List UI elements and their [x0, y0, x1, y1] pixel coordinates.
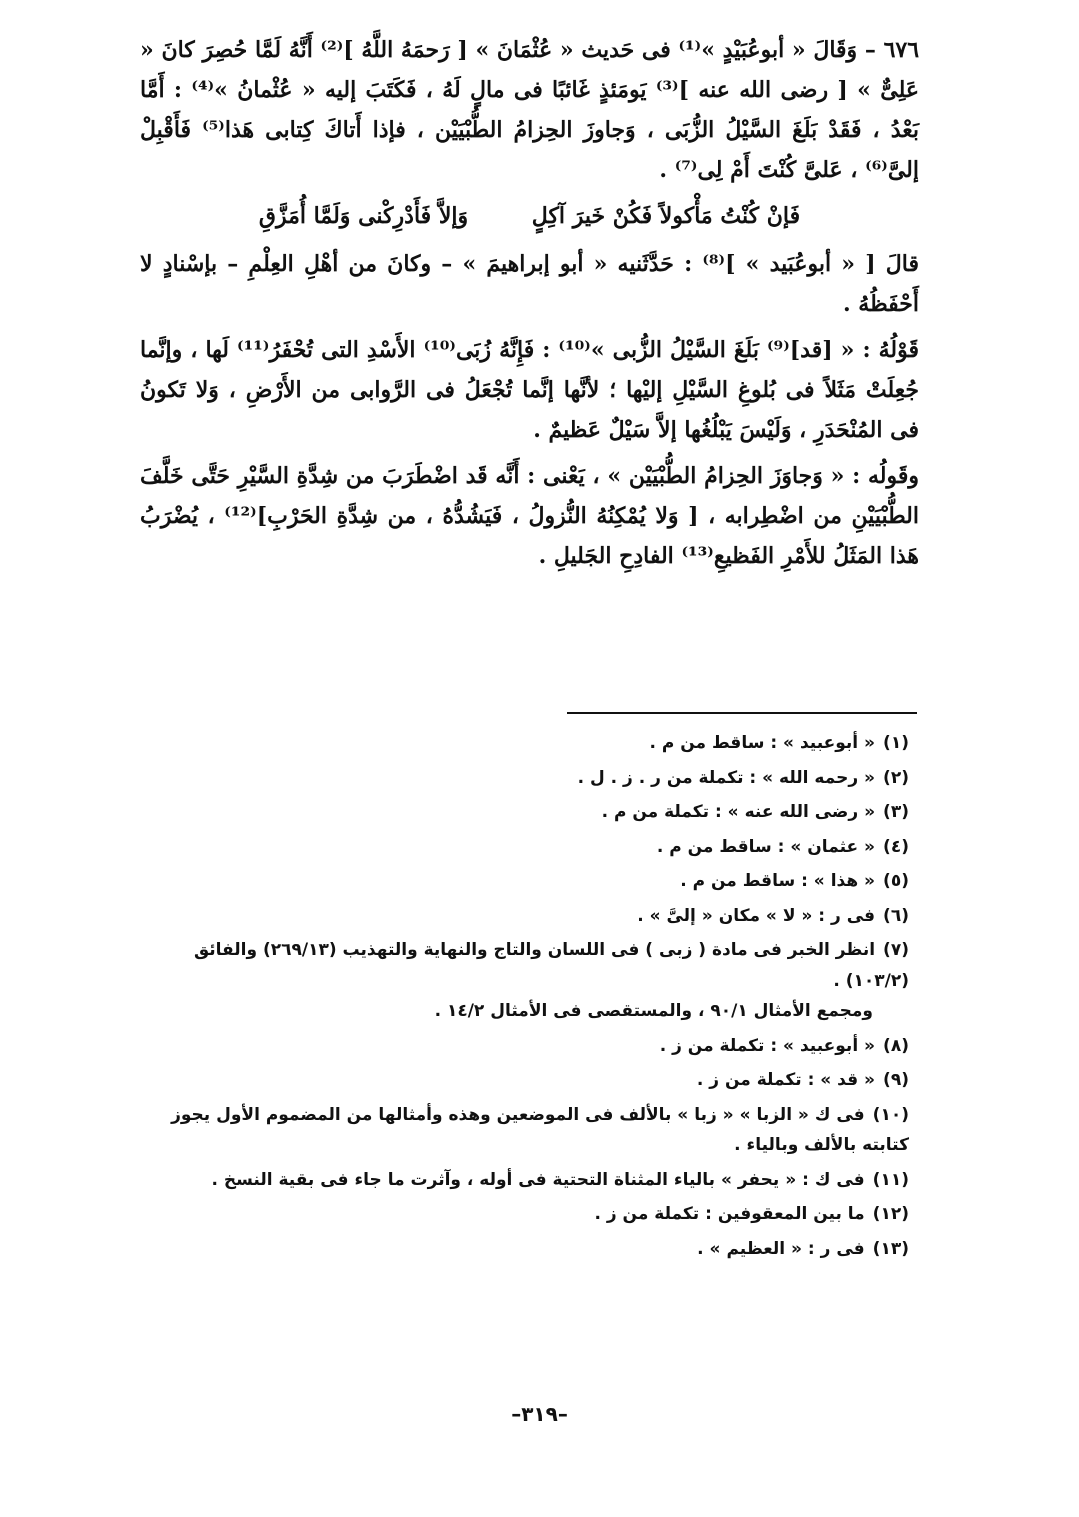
footnote-continuation: ومجمع الأمثال ٩٠/١ ، والمستقصى فى الأمثال ١٤/٢ .: [434, 1001, 873, 1021]
footnote-item: [160, 933, 909, 1029]
paragraph-commentary-zuba: قَوْلُهُ : « [قد]⁽⁹⁾ بَلَغَ السَّيْلُ الزُّبى »⁽¹⁰⁾ : فَإِنَّهُ زُبَى⁽¹⁰⁾ الأَسْدِ التى تُحْفَرُ⁽¹¹⁾ لَها ، وإنَّما جُعِلَتْ مَثَلاً فى بُلوغِ السَّيْلِ إليْها ؛ لأنَّها إنَّما تُجْعَلُ فى الرَّوابى من الأَرْضِ ، وَلا تَكونُ فى المُنْحَدَرِ ، وَلَيْسَ يَبْلُغُها إلاَّ سَيْلٌ عَظيمٌ .: [140, 337, 919, 443]
footnote-text: « رضى الله عنه » : تكملة من م .: [601, 802, 876, 822]
paragraph-isnad: قالَ [ « أبوعُبَيد » ]⁽⁸⁾ : حَدَّثَنيه « أبو إبراهيمَ » – وكانَ من أهْلِ العِلْمِ – بإسْنادٍ لا أَحْفَظُهُ .: [140, 251, 919, 317]
footnote-text: فى ك « الزبا » « زبا » بالألف فى الموضعين وهذه وأمثالها من المضموم الأول يجوز كتابته بالألف وبالياء .: [171, 1104, 909, 1155]
footnote-text: فى ر : « لا » مكان « إلىَّ » .: [637, 905, 876, 926]
footnote-number: (٨): [883, 1035, 909, 1056]
footnote-text: « عثمان » : ساقط من م .: [656, 836, 876, 857]
footnote-item: [160, 761, 909, 796]
poetry-verse: [140, 196, 919, 236]
footnote-item: [160, 830, 909, 865]
footnote-number: (١٢): [872, 1204, 909, 1224]
footnote-item: [160, 1232, 909, 1267]
footnote-item: [160, 1098, 909, 1163]
footnote-number: (٣): [883, 802, 909, 822]
footnote-item: [160, 1063, 909, 1098]
page-number: –٣١٩–: [511, 1402, 568, 1426]
footnote-text: « قد » : تكملة من ز .: [696, 1070, 876, 1090]
footnote-number: (٩): [883, 1070, 909, 1090]
footnote-text: « هذا » : ساقط من م .: [680, 871, 876, 891]
footnote-text: « أبوعبيد » : ساقط من م .: [649, 733, 876, 753]
footnote-text: فى ك : « يحفر » بالياء المثناة التحتية فى أوله ، وآثرت ما جاء فى بقية النسخ .: [211, 1169, 865, 1190]
footnote-text: ما بين المعقوفين : تكملة من ز .: [594, 1204, 865, 1224]
footnote-number: (٧): [883, 940, 909, 960]
footnote-number: (٤): [883, 836, 909, 857]
footnote-item: [160, 1163, 909, 1198]
footnote-text: « أبوعبيد » : تكملة من ز .: [659, 1035, 876, 1056]
footnote-item: [160, 864, 909, 899]
verse-second-hemistich: وَإلاَّ فَأَدْرِكْنى وَلَمَّا أُمَزَّقِ: [258, 203, 469, 229]
footnote-item: [160, 726, 909, 761]
footnote-text: انظر الخبر فى مادة ( زبى ) فى اللسان والتاج والنهاية والتهذيب (٢٦٩/١٣) والفائق (١٠٣/٢) .: [193, 940, 909, 991]
footnote-number: (١٣): [872, 1238, 909, 1259]
footnote-text: فى ر : « العظيم » .: [697, 1238, 865, 1259]
footnote-item: [160, 795, 909, 830]
footnote-item: [160, 899, 909, 934]
footnote-number: (١٠): [872, 1104, 909, 1125]
footnote-number: (٢): [883, 767, 909, 788]
footnote-number: (١): [883, 733, 909, 753]
main-text: [140, 30, 919, 582]
footnote-item: [160, 1029, 909, 1064]
footnote-number: (١١): [872, 1169, 909, 1190]
verse-first-hemistich: فَإنْ كُنْتُ مَأْكولاً فَكُنْ خَيرَ آكِلٍ: [531, 203, 801, 229]
footnote-separator: [567, 712, 917, 714]
footnote-number: (٥): [883, 871, 909, 891]
footnote-number: (٦): [883, 905, 909, 926]
footnote-item: [160, 1197, 909, 1232]
paragraph-hadith: ٦٧٦ – وَقَالَ « أبوعُبَيْدٍ »⁽¹⁾ فى حَديث « عُثْمَانَ » [ رَحمَهُ اللَّهُ ]⁽²⁾ أَنَّهُ لَمَّا حُصِرَ كانَ « عَلِىٌّ » [ رضى الله عنه ]⁽³⁾ يَومَئذٍ غَائبًا فى مالٍ لَهُ ، فَكَتَبَ إليه « عُثْمانُ »⁽⁴⁾ : أَمَّا بَعْدُ ، فَقَدْ بَلَغَ السَّيْلُ الزُّبَى ، وَجاوزَ الحِزامُ الطُّبْيَيْن ، فإذا أَتاكَ كِتابى هَذا⁽⁵⁾ فَأَقْبِلْ إلىَّ⁽⁶⁾ ، عَلىَّ كُنْتَ أَمْ لِى⁽⁷⁾ .: [140, 37, 920, 183]
paragraph-commentary-hizam: وقَولُه : « وَجاوَزَ الحِزامُ الطُّبْيَيْن » ، يَعْنى : أَنَّه قَد اضْطَرَبَ من شِدَّةِ السَّيْرِ حَتَّى خَلَّفَ الطُّبْيَيْنِ من اضْطِرابه ، [ وَلا يُمْكِنُهُ النُّزولُ ، فَيَشُدُّهُ ، من شِدَّةِ الحَرْبِ]⁽¹²⁾ ، يُضْرَبُ هَذا المَثَلُ للأَمْرِ الفَظيعِ⁽¹³⁾ الفادِحِ الجَليلِ .: [140, 463, 919, 569]
footnotes: [160, 726, 909, 1266]
footnote-text: « رحمه الله » : تكملة من ر . ز . ل .: [577, 767, 876, 788]
